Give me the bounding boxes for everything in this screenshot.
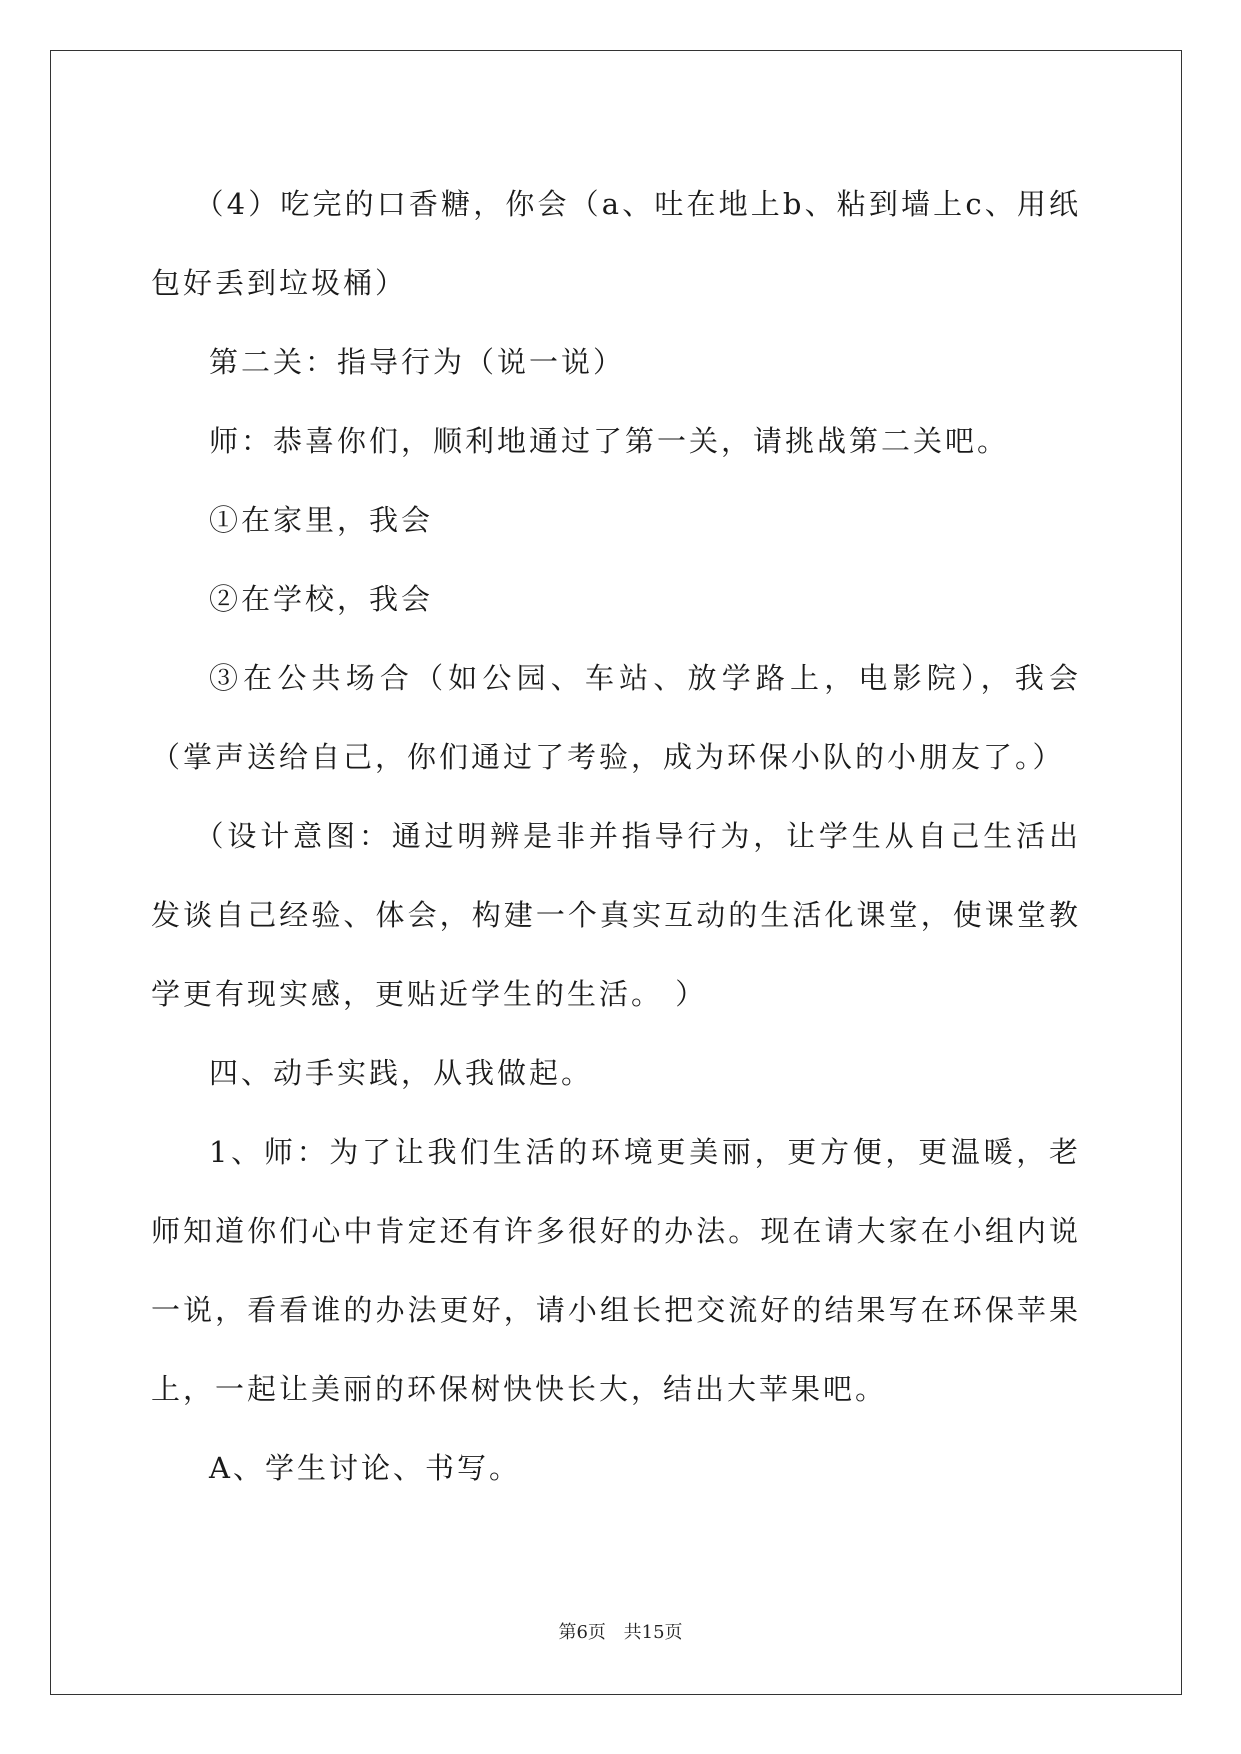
paragraph-item-home: ①在家里，我会 <box>209 503 434 537</box>
paragraph-level-2-title: 第二关：指导行为（说一说） <box>209 345 626 379</box>
paragraph-step-a: A、学生讨论、书写。 <box>209 1451 521 1485</box>
document-body <box>151 165 1081 1508</box>
paragraph-design-intent: （设计意图：通过明辨是非并指导行为，让学生从自己生活出发谈自己经验、体会，构建一个真实互动的生活化课堂，使课堂教学更有现实感，更贴近学生的生活。 ） <box>151 819 1081 1011</box>
paragraph-item-public: ③在公共场合（如公园、车站、放学路上，电影院），我会 （掌声送给自己，你们通过了考验，成为环保小队的小朋友了。） <box>151 661 1081 774</box>
paragraph-question-4: （4）吃完的口香糖，你会（a、吐在地上b、粘到墙上c、用纸包好丢到垃圾桶） <box>151 187 1081 300</box>
paragraph-teacher-intro: 师：恭喜你们，顺利地通过了第一关，请挑战第二关吧。 <box>209 424 1010 458</box>
paragraph-section-4-heading: 四、动手实践，从我做起。 <box>209 1056 594 1090</box>
page-footer <box>0 1618 1241 1644</box>
page-number-total: 共15页 <box>623 1622 683 1643</box>
paragraph-teacher-task: 1、师：为了让我们生活的环境更美丽，更方便，更温暖，老师知道你们心中肯定还有许多很好的办法。现在请大家在小组内说一说，看看谁的办法更好，请小组长把交流好的结果写在环保苹果上，一起让美丽的环保树快快长大，结出大苹果吧。 <box>151 1135 1081 1406</box>
page-number-current: 第6页 <box>558 1622 606 1643</box>
paragraph-item-school: ②在学校，我会 <box>209 582 434 616</box>
